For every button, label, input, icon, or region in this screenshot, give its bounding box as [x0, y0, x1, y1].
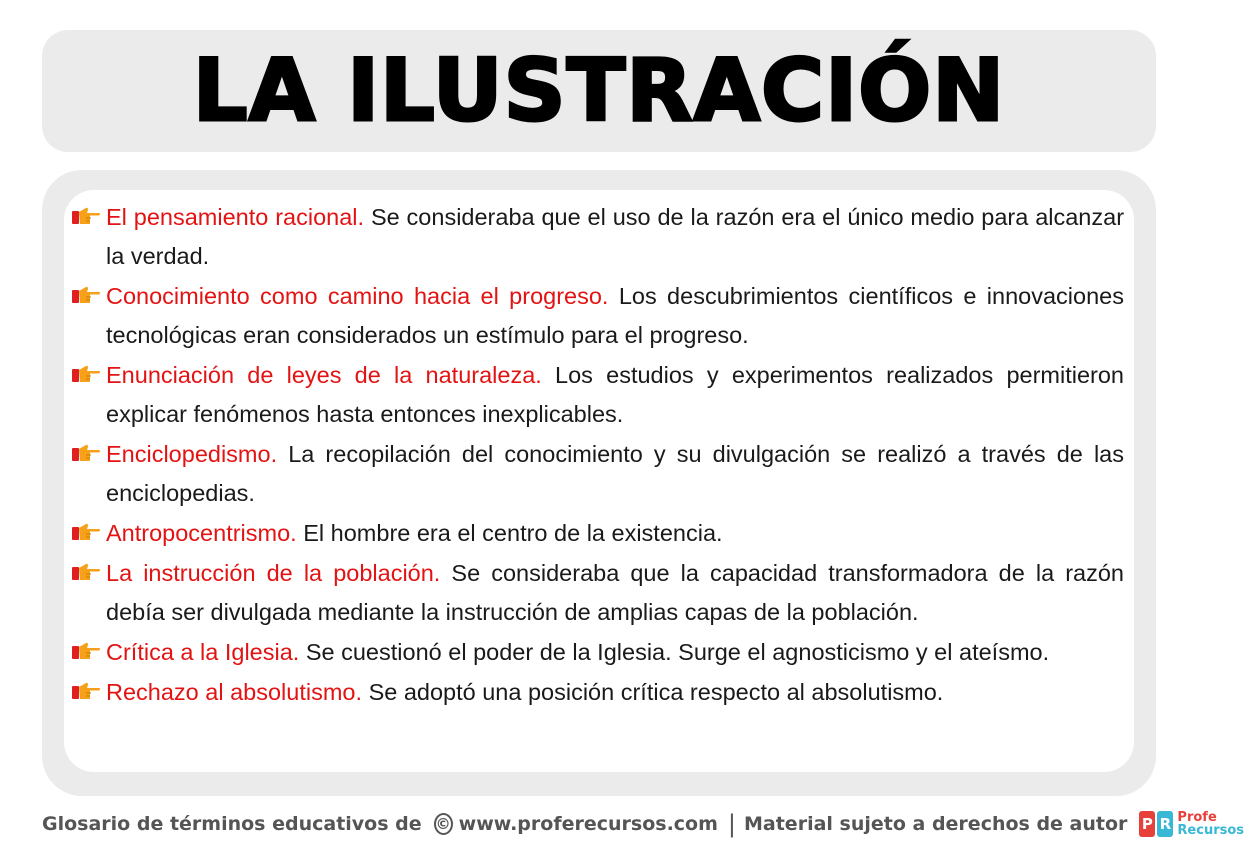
- logo-text: [1177, 811, 1244, 837]
- item-description: Los descubrimientos científicos e innovaciones tecnológicas eran considerados un estímulo para el progreso.: [106, 283, 1124, 348]
- pointing-hand-icon: [72, 443, 102, 463]
- item-term: El pensamiento racional.: [106, 204, 365, 230]
- item-description: Se consideraba que el uso de la razón era el único medio para alcanzar la verdad.: [106, 204, 1125, 269]
- footer-glossary-text: Glosario de términos educativos de: [42, 813, 422, 835]
- logo-text-recursos: Recursos: [1177, 823, 1244, 838]
- list-item: [72, 356, 1124, 434]
- copyright-icon: ©: [435, 815, 451, 833]
- item-term: Conocimiento como camino hacia el progreso.: [106, 283, 609, 309]
- item-description: Los estudios y experimentos realizados permitieron explicar fenómenos hasta entonces inexplicables.: [106, 362, 1124, 427]
- pointing-hand-icon: [72, 285, 102, 305]
- logo-blocks: [1139, 811, 1173, 837]
- list-item: [72, 554, 1124, 632]
- item-term: Enciclopedismo.: [106, 441, 278, 467]
- pointing-hand-icon: [72, 364, 102, 384]
- logo-letter-p: P: [1139, 811, 1155, 837]
- list-item: [72, 435, 1124, 513]
- list-item: [72, 277, 1124, 355]
- logo-text-profe: Profe: [1177, 810, 1217, 825]
- page-title: LA ILUSTRACIÓN: [192, 41, 1006, 141]
- list-item: [72, 514, 1124, 553]
- footer-website-link[interactable]: www.proferecursos.com: [458, 813, 718, 835]
- item-description: Se adoptó una posición crítica respecto al absolutismo.: [368, 679, 944, 705]
- list-item: [72, 673, 1124, 712]
- profe-recursos-logo[interactable]: [1139, 811, 1244, 837]
- footer: [42, 806, 1244, 842]
- item-description: Se consideraba que la capacidad transformadora de la razón debía ser divulgada mediante la instrucción de amplias capas de la población.: [106, 560, 1124, 625]
- pointing-hand-icon: [72, 522, 102, 542]
- pointing-hand-icon: [72, 681, 102, 701]
- item-description: El hombre era el centro de la existencia.: [303, 520, 723, 546]
- pointing-hand-icon: [72, 206, 102, 226]
- item-term: Rechazo al absolutismo.: [106, 679, 363, 705]
- logo-letter-r: R: [1157, 811, 1173, 837]
- feature-list: [72, 198, 1124, 713]
- item-description: La recopilación del conocimiento y su divulgación se realizó a través de las enciclopedias.: [106, 441, 1124, 506]
- item-description: Se cuestionó el poder de la Iglesia. Surge el agnosticismo y el ateísmo.: [305, 639, 1050, 665]
- item-term: Antropocentrismo.: [106, 520, 297, 546]
- footer-separator: |: [727, 810, 736, 838]
- item-term: Crítica a la Iglesia.: [106, 639, 300, 665]
- title-banner: [42, 30, 1156, 152]
- footer-rights-text: Material sujeto a derechos de autor: [744, 813, 1128, 835]
- list-item: [72, 633, 1124, 672]
- pointing-hand-icon: [72, 641, 102, 661]
- pointing-hand-icon: [72, 562, 102, 582]
- list-item: [72, 198, 1124, 276]
- item-term: Enunciación de leyes de la naturaleza.: [106, 362, 542, 388]
- item-term: La instrucción de la población.: [106, 560, 441, 586]
